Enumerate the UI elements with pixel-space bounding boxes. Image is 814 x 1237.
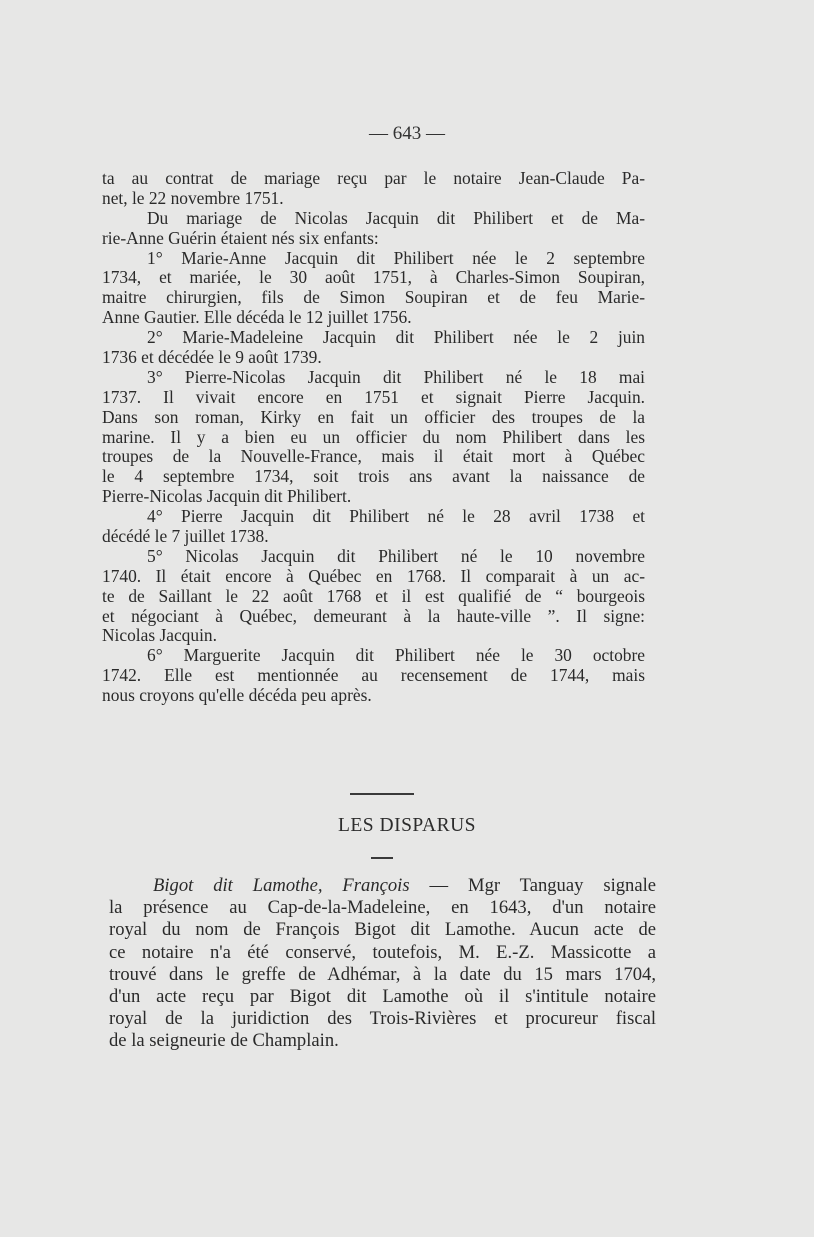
text-line: 2° Marie-Madeleine Jacquin dit Philibert née le 2 juin [147,327,645,348]
section-heading: LES DISPARUS [337,815,477,836]
text-line: 1736 et décédée le 9 août 1739. [102,347,322,368]
entry-lead-line [109,875,656,897]
text-line: 5° Nicolas Jacquin dit Philibert né le 10 novembre [147,545,645,566]
text-line: Dans son roman, Kirky en fait un officier des troupes de la [102,406,645,427]
entry-lead-text: — Mgr Tanguay signale [409,875,656,896]
text-line: de la seigneurie de Champlain. [109,1030,339,1052]
text-line: 1734, et mariée, le 30 août 1751, à Charles-Simon Soupiran, [102,267,645,288]
text-section-jacquin-children [102,169,645,706]
page-number: — 643 — [369,123,445,144]
text-line: royal de la juridiction des Trois-Rivières et procureur fiscal [109,1008,656,1030]
text-line: 4° Pierre Jacquin dit Philibert né le 28 avril 1738 et [147,506,645,527]
text-line: Nicolas Jacquin. [102,625,217,646]
text-line: d'un acte reçu par Bigot dit Lamothe où il s'intitule notaire [109,985,656,1007]
text-line: ta au contrat de mariage reçu par le notaire Jean-Claude Pa- [102,168,645,188]
text-line: 3° Pierre-Nicolas Jacquin dit Philibert né le 18 mai [147,366,645,387]
text-line: te de Saillant le 22 août 1768 et il est qualifié de “ bourgeois [102,585,645,606]
text-line: 6° Marguerite Jacquin dit Philibert née le 30 octobre [147,645,645,666]
text-line: trouvé dans le greffe de Adhémar, à la date du 15 mars 1704, [109,963,656,985]
text-line: la présence au Cap-de-la-Madeleine, en 1643, d'un notaire [109,897,656,919]
text-line: nous croyons qu'elle décéda peu après. [102,685,372,706]
text-line: décédé le 7 juillet 1738. [102,526,269,547]
text-line: marine. Il y a bien eu un officier du nom Philibert dans les [102,426,645,447]
text-line: ce notaire n'a été conservé, toutefois, M. E.-Z. Massicotte a [109,941,656,963]
text-line: Pierre-Nicolas Jacquin dit Philibert. [102,486,352,507]
text-line: 1740. Il était encore à Québec en 1768. Il comparait à un ac- [102,565,645,586]
text-line: le 4 septembre 1734, soit trois ans avant la naissance de [102,466,645,487]
text-line: Anne Gautier. Elle décéda le 12 juillet 1756. [102,307,412,328]
text-line: 1° Marie-Anne Jacquin dit Philibert née le 2 septembre [147,247,645,268]
text-line: et négociant à Québec, demeurant à la haute-ville ”. Il signe: [102,605,645,626]
text-line: royal du nom de François Bigot dit Lamothe. Aucun acte de [109,919,656,941]
text-line: troupes de la Nouvelle-France, mais il était mort à Québec [102,446,645,467]
text-line: 1737. Il vivait encore en 1751 et signait Pierre Jacquin. [102,386,645,407]
text-line: Du mariage de Nicolas Jacquin dit Philibert et de Ma- [147,207,645,228]
text-line: net, le 22 novembre 1751. [102,187,284,208]
entry-name: Bigot dit Lamothe, François [153,875,410,896]
text-line: maitre chirurgien, fils de Simon Soupiran et de feu Marie- [102,287,645,308]
text-line: rie-Anne Guérin étaient nés six enfants: [102,227,379,248]
section-divider-rule [350,793,414,795]
text-section-bigot [109,875,656,1053]
text-line: 1742. Elle est mentionnée au recensement de 1744, mais [102,665,645,686]
heading-underline-rule [371,857,393,859]
